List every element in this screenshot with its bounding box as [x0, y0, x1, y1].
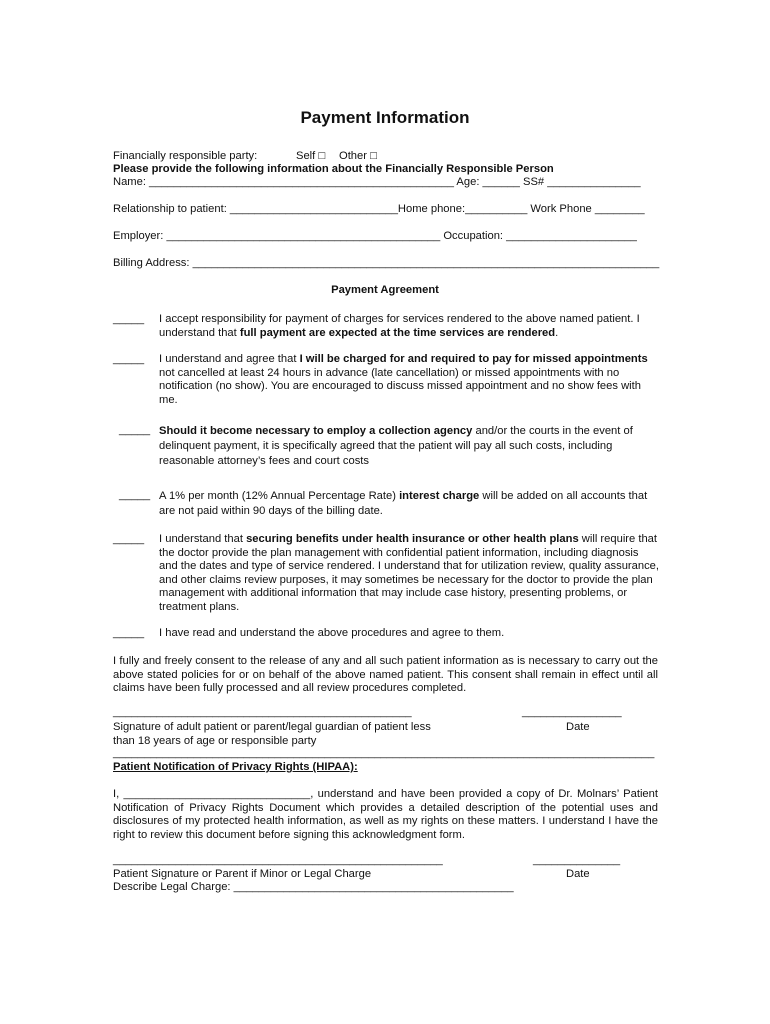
initial-blank: _____	[113, 627, 145, 639]
responsible-party-label: Financially responsible party:	[113, 150, 258, 162]
agreement-heading: Payment Agreement	[331, 284, 439, 296]
responsible-instruction: Please provide the following information about the Financially Responsible Person	[113, 163, 554, 175]
signature-line: ________________________________________________	[113, 706, 412, 718]
patient-signature-label: Patient Signature or Parent if Minor or Legal Charge	[113, 868, 372, 880]
initial-blank: _____	[113, 313, 145, 325]
initial-blank: _____	[113, 353, 145, 365]
page-title: Payment Information	[300, 108, 470, 127]
signature-label: Signature of adult patient or parent/legal guardian of patient less	[113, 721, 431, 733]
employer-line: Employer: ____________________________________________ Occupation: _____________________	[113, 230, 637, 242]
agreement-item-collection: Should it become necessary to employ a collection agency and/or the courts in the event of delinquent payment, it is specifically agreed that the patient will pay all such costs, including reasonable attorney’s fees and court costs	[159, 425, 633, 467]
billing-address-line: Billing Address: ___________________________________________________________________________	[113, 257, 660, 269]
section-separator: _______________________________________________________________________________________	[113, 747, 655, 759]
agreement-item-missed-appointments: I understand and agree that I will be charged for and required to pay for missed appointments not cancelled at least 24 hours in advance (late cancellation) or missed appointments with no notification (no show). You are encouraged to discuss missed appointment and no show fees with me.	[159, 353, 648, 406]
agreement-item-insurance: I understand that securing benefits under health insurance or other health plans will require that the doctor provide the plan management with confidential patient information, including diagnosis and the dates and type of service rendered. I understand that for utilization review, quality assurance, and other claims review purposes, it may sometimes be necessary for the doctor to provide the plan management with additional information that may include case history, presenting problems, or treatment plans.	[159, 533, 660, 613]
date-label: Date	[566, 868, 590, 880]
patient-signature-line: _____________________________________________________	[113, 854, 443, 866]
signature-label-continued: than 18 years of age or responsible party	[113, 735, 317, 747]
initial-blank: _____	[119, 489, 151, 501]
date-line: ________________	[522, 706, 622, 718]
initial-blank: _____	[119, 424, 151, 436]
initial-blank: _____	[113, 533, 145, 545]
hipaa-heading: Patient Notification of Privacy Rights (HIPAA):	[113, 761, 358, 773]
legal-charge-line: Describe Legal Charge: _____________________________________________	[113, 881, 514, 893]
date-label: Date	[566, 721, 590, 733]
agreement-item-interest: A 1% per month (12% Annual Percentage Rate) interest charge will be added on all accounts that are not paid within 90 days of the billing date.	[159, 490, 648, 517]
consent-paragraph: I fully and freely consent to the release of any and all such patient information as is necessary to carry out the above stated policies for or on behalf of the above named patient. This consent shall remain in effect until all claims have been fully processed and all review procedures completed.	[113, 655, 658, 695]
self-checkbox-label: Self □	[296, 150, 326, 162]
agreement-item-acknowledge: I have read and understand the above procedures and agree to them.	[159, 627, 505, 639]
other-checkbox-label: Other □	[339, 150, 377, 162]
date-line: ______________	[533, 854, 621, 866]
agreement-item-responsibility: I accept responsibility for payment of charges for services rendered to the above named patient. I understand that full payment are expected at the time services are rendered.	[159, 313, 640, 339]
name-line: Name: _________________________________________________ Age: ______ SS# _______________	[113, 176, 641, 188]
relationship-line: Relationship to patient: ___________________________Home phone:__________ Work Phone ________	[113, 203, 645, 215]
hipaa-paragraph: I, ______________________________, understand and have been provided a copy of Dr. Molnars’ Patient Notification of Privacy Rights Document which provides a detailed description of the potential uses and disclosures of my protected health information, as well as my rights on these matters. I understand I have the right to review this document before signing this acknowledgment form.	[113, 788, 658, 841]
